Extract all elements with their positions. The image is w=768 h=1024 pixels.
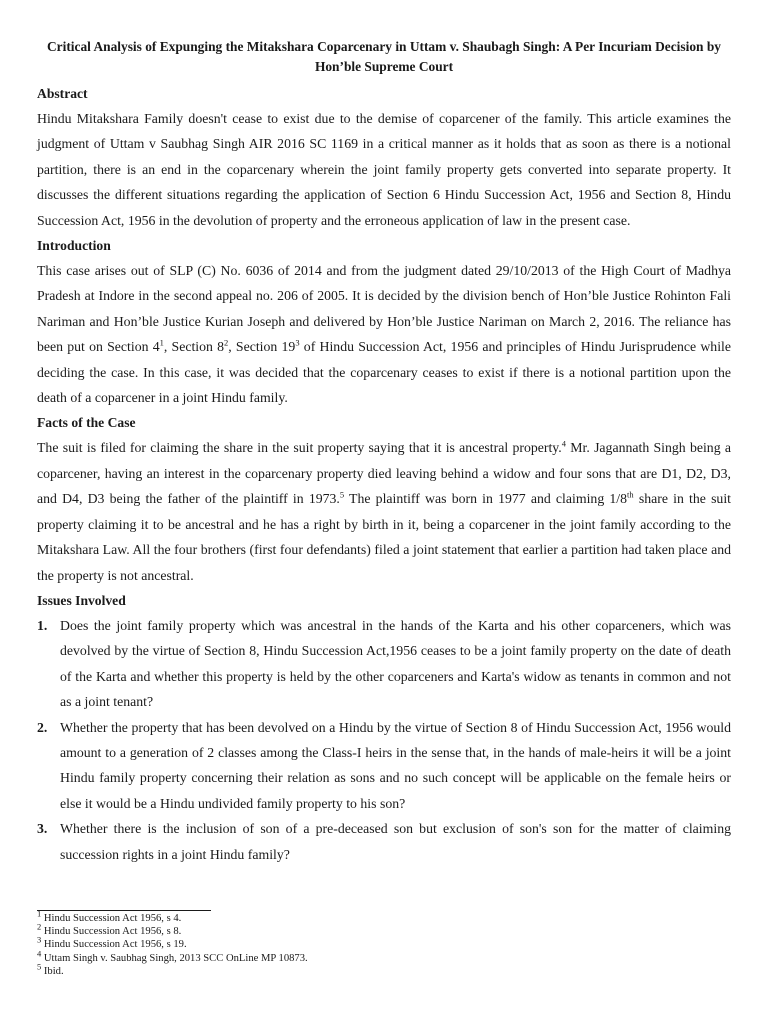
issues-heading: Issues Involved [37,592,126,608]
introduction-heading: Introduction [37,238,111,254]
issue-item [37,816,731,867]
issue-number: 1. [37,617,48,633]
footnote-text: Hindu Succession Act 1956, s 19. [41,939,187,951]
footnote-separator [37,910,211,911]
introduction-text-part: of Hindu Succession Act, 1956 and principles of Hindu Jurisprudence while deciding the case. In this case, it was decided that the coparcenary ceases to exist if there is a notional partition upon the death of a coparcener in a joint Hindu family. [37,339,731,406]
footnote-number: 3 [37,934,42,945]
abstract-text: Hindu Mitakshara Family doesn't cease to exist due to the demise of coparcener of the family. This article examines the judgment of Uttam v Saubhag Singh AIR 2016 SC 1169 in a critical manner as it holds that as soon as there is a notional partition, there is an end in the coparcenary wherein the joint family property gets converted into separate property. It discusses the different situations regarding the application of Section 6 Hindu Succession Act, 1956 and Section 8, Hindu Succession Act, 1956 in the devolution of property and the erroneous application of law in the present case. [37,111,731,228]
issue-item [37,715,731,817]
issue-text: Whether the property that has been devolved on a Hindu by the virtue of Section 8 of Hindu Succession Act, 1956 would amount to a generation of 2 classes among the Class-I heirs in the sense that, in the hands of male-heirs it will be a joint Hindu family property concerning their relation as sons and no such concept will be applicable on the female heirs or else it would be a Hindu undivided family property to his son? [60,719,731,811]
ordinal-superscript: th [627,489,634,500]
issue-text: Whether there is the inclusion of son of a pre-deceased son but exclusion of son's son for the matter of claiming succession rights in a joint Hindu family? [60,821,731,862]
footnote-ref-5[interactable]: 5 [339,489,345,500]
issue-number: 2. [37,719,48,735]
issues-list [37,613,731,867]
footnote-item [37,934,308,951]
footnote-number: 2 [37,921,42,932]
facts-text-part: Mr. Jagannath Singh being a coparcener, having an interest in the coparcenary property died leaving behind a widow and four sons that are D1, D2, D3, and D4, D3 being the father of the plaintiff in 1973. [37,440,731,507]
footnote-text: Hindu Succession Act 1956, s 4. [41,913,182,924]
facts-text-part: The plaintiff was born in 1977 and claiming 1/8 [344,491,628,507]
facts-text [37,435,731,587]
footnote-item [37,908,308,925]
footnote-ref-1[interactable]: 1 [159,337,164,348]
introduction-text [37,258,731,410]
abstract-heading: Abstract [37,86,88,101]
footnote-ref-2[interactable]: 2 [224,337,229,348]
footnote-text: Ibid. [41,965,64,977]
introduction-text-part: , Section 19 [228,339,296,355]
facts-text-part: share in the suit property claiming it to be ancestral and he has a right by birth in it, being a coparcener in the joint family according to the Mitakshara Law. All the four brothers (first four defendants) filed a joint statement that earlier a partition had taken place and the property is not ancestral. [37,491,731,583]
footnote-item [37,961,308,978]
footnote-number: 1 [37,908,42,919]
footnote-item [37,921,308,938]
facts-heading: Facts of the Case [37,415,136,431]
facts-text-part: The suit is filed for claiming the share in the suit property saying that it is ancestral property. [37,440,562,456]
issue-text: Does the joint family property which was ancestral in the hands of the Karta and his other coparceners, which was devolved by the virtue of Section 8, Hindu Succession Act,1956 ceases to be a joint family property on the date of death of the Karta and whether this property is held by the other coparceners and Karta's widow as tenants in common and not as a joint tenant? [60,617,731,710]
footnote-ref-3[interactable]: 3 [295,337,300,348]
introduction-text-part: This case arises out of SLP (C) No. 6036 of 2014 and from the judgment dated 29/10/2013 of the High Court of Madhya Pradesh at Indore in the second appeal no. 206 of 2005. It is decided by the division bench of Hon’ble Justice Rohinton Fali Nariman and Hon’ble Justice Kurian Joseph and delivered by Hon’ble Justice Nariman on March 2, 2016. The reliance has been put on Section 4 [37,263,731,355]
document-title: Critical Analysis of Expunging the Mitakshara Coparcenary in Uttam v. Shaubagh Singh: A Per Incuriam Decision by Hon’ble Supreme Court [47,39,721,74]
issue-number: 3. [37,821,48,837]
footnote-number: 5 [37,961,42,972]
footnote-ref-4[interactable]: 4 [561,438,566,449]
footnote-text: Hindu Succession Act 1956, s 8. [41,926,182,938]
footnotes [37,908,308,978]
issue-item [37,613,731,715]
footnote-item [37,948,308,965]
introduction-text-part: , Section 8 [163,339,225,355]
footnote-text: Uttam Singh v. Saubhag Singh, 2013 SCC OnLine MP 10873. [41,952,308,964]
footnote-number: 4 [37,948,42,959]
